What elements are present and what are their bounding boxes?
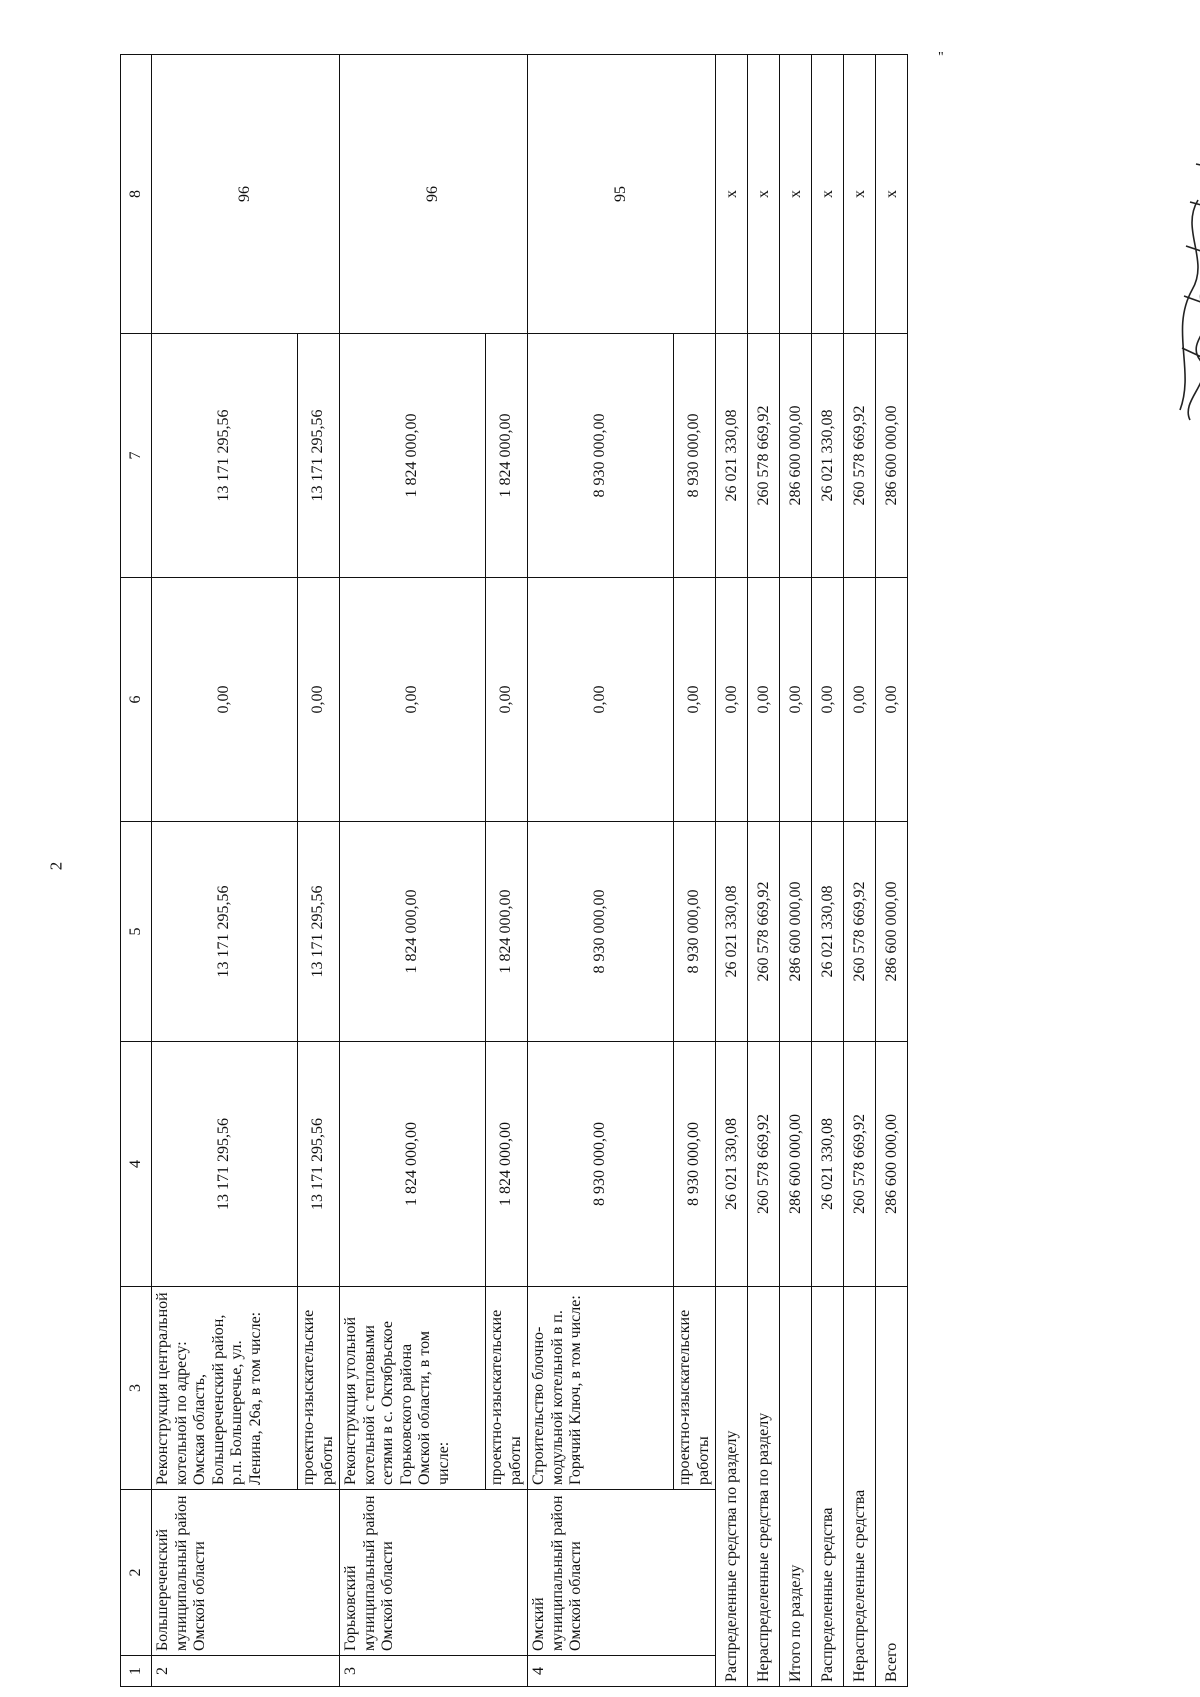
summary-label: Распределенные средства bbox=[812, 1287, 844, 1687]
summary-label: Всего bbox=[876, 1287, 908, 1687]
value-cell: 286 600 000,00 bbox=[780, 1042, 812, 1287]
value-cell: 13 171 295,56 bbox=[152, 1042, 298, 1287]
sub-object-cell: проектно-изыскательские работы bbox=[486, 1287, 528, 1490]
value-cell: 26 021 330,08 bbox=[716, 822, 748, 1042]
value-cell: 286 600 000,00 bbox=[876, 822, 908, 1042]
summary-row bbox=[748, 55, 780, 1687]
value-cell: 8 930 000,00 bbox=[674, 822, 716, 1042]
header-cell: 7 bbox=[121, 334, 152, 578]
header-row bbox=[121, 55, 152, 1687]
value-cell: 8 930 000,00 bbox=[528, 1042, 674, 1287]
corner-mark: " bbox=[938, 50, 944, 65]
value-cell: 8 930 000,00 bbox=[528, 334, 674, 578]
value-cell: 0,00 bbox=[844, 578, 876, 822]
value-cell: x bbox=[748, 55, 780, 334]
value-cell: x bbox=[844, 55, 876, 334]
object-cell: Реконструкция центральной котельной по адресу: Омская область, Большереченский район, р.п. Большеречье, ул. Ленина, 26а, в том числе: bbox=[152, 1287, 298, 1490]
value-cell: 0,00 bbox=[528, 578, 674, 822]
summary-row bbox=[780, 55, 812, 1687]
header-cell: 8 bbox=[121, 55, 152, 334]
value-cell: x bbox=[812, 55, 844, 334]
value-cell: 286 600 000,00 bbox=[780, 334, 812, 578]
funding-table bbox=[120, 54, 908, 1687]
value-cell: 0,00 bbox=[486, 578, 528, 822]
value-cell: 260 578 669,92 bbox=[844, 334, 876, 578]
header-cell: 5 bbox=[121, 822, 152, 1042]
object-cell: Реконструкция угольной котельной с тепловыми сетями в с. Октябрьское Горьковского района Омской области, в том числе: bbox=[340, 1287, 486, 1490]
value-cell: 260 578 669,92 bbox=[844, 822, 876, 1042]
table-row bbox=[528, 55, 674, 1687]
value-cell: 260 578 669,92 bbox=[748, 822, 780, 1042]
sub-object-cell: проектно-изыскательские работы bbox=[674, 1287, 716, 1490]
object-cell: Строительство блочно-модульной котельной в п. Горячий Ключ, в том числе: bbox=[528, 1287, 674, 1490]
value-cell: 0,00 bbox=[152, 578, 298, 822]
header-cell: 2 bbox=[121, 1490, 152, 1656]
value-cell: 1 824 000,00 bbox=[340, 334, 486, 578]
summary-row bbox=[812, 55, 844, 1687]
page-number: 2 bbox=[46, 861, 66, 871]
value-cell: 26 021 330,08 bbox=[812, 822, 844, 1042]
value-cell: 13 171 295,56 bbox=[298, 334, 340, 578]
header-cell: 6 bbox=[121, 578, 152, 822]
value-cell: 13 171 295,56 bbox=[152, 822, 298, 1042]
percent-cell: 96 bbox=[340, 55, 528, 334]
value-cell: 286 600 000,00 bbox=[876, 334, 908, 578]
value-cell: 260 578 669,92 bbox=[844, 1042, 876, 1287]
value-cell: 26 021 330,08 bbox=[812, 334, 844, 578]
value-cell: 0,00 bbox=[298, 578, 340, 822]
value-cell: 1 824 000,00 bbox=[486, 334, 528, 578]
row-number: 3 bbox=[340, 1656, 528, 1687]
municipality-cell: Большереченский муниципальный район Омской области bbox=[152, 1490, 340, 1656]
value-cell: 26 021 330,08 bbox=[716, 334, 748, 578]
percent-cell: 96 bbox=[152, 55, 340, 334]
summary-label: Нераспределенные средства bbox=[844, 1287, 876, 1687]
value-cell: 0,00 bbox=[812, 578, 844, 822]
value-cell: 0,00 bbox=[716, 578, 748, 822]
value-cell: 0,00 bbox=[674, 578, 716, 822]
summary-row bbox=[716, 55, 748, 1687]
summary-row bbox=[876, 55, 908, 1687]
value-cell: 8 930 000,00 bbox=[674, 1042, 716, 1287]
value-cell: x bbox=[876, 55, 908, 334]
handwritten-signature bbox=[1120, 110, 1200, 430]
municipality-cell: Горьковский муниципальный район Омской области bbox=[340, 1490, 528, 1656]
percent-cell: 95 bbox=[528, 55, 716, 334]
value-cell: 8 930 000,00 bbox=[674, 334, 716, 578]
row-number: 4 bbox=[528, 1656, 716, 1687]
header-cell: 3 bbox=[121, 1287, 152, 1490]
table-row bbox=[340, 55, 486, 1687]
value-cell: 26 021 330,08 bbox=[716, 1042, 748, 1287]
summary-label: Нераспределенные средства по разделу bbox=[748, 1287, 780, 1687]
value-cell: 260 578 669,92 bbox=[748, 334, 780, 578]
value-cell: 286 600 000,00 bbox=[780, 822, 812, 1042]
rotated-table-wrapper bbox=[120, 55, 955, 1687]
value-cell: 8 930 000,00 bbox=[528, 822, 674, 1042]
municipality-cell: Омский муниципальный район Омской области bbox=[528, 1490, 716, 1656]
value-cell: 1 824 000,00 bbox=[486, 822, 528, 1042]
header-cell: 1 bbox=[121, 1656, 152, 1687]
row-number: 2 bbox=[152, 1656, 340, 1687]
summary-row bbox=[844, 55, 876, 1687]
value-cell: 1 824 000,00 bbox=[340, 1042, 486, 1287]
value-cell: 13 171 295,56 bbox=[298, 1042, 340, 1287]
value-cell: 13 171 295,56 bbox=[298, 822, 340, 1042]
summary-label: Итого по разделу bbox=[780, 1287, 812, 1687]
value-cell: 13 171 295,56 bbox=[152, 334, 298, 578]
summary-label: Распределенные средства по разделу bbox=[716, 1287, 748, 1687]
value-cell: 0,00 bbox=[780, 578, 812, 822]
value-cell: 1 824 000,00 bbox=[486, 1042, 528, 1287]
value-cell: 260 578 669,92 bbox=[748, 1042, 780, 1287]
table-row bbox=[152, 55, 298, 1687]
header-cell: 4 bbox=[121, 1042, 152, 1287]
value-cell: 0,00 bbox=[748, 578, 780, 822]
value-cell: 26 021 330,08 bbox=[812, 1042, 844, 1287]
value-cell: 0,00 bbox=[340, 578, 486, 822]
value-cell: x bbox=[716, 55, 748, 334]
sub-object-cell: проектно-изыскательские работы bbox=[298, 1287, 340, 1490]
value-cell: 1 824 000,00 bbox=[340, 822, 486, 1042]
value-cell: 286 600 000,00 bbox=[876, 1042, 908, 1287]
value-cell: 0,00 bbox=[876, 578, 908, 822]
value-cell: x bbox=[780, 55, 812, 334]
